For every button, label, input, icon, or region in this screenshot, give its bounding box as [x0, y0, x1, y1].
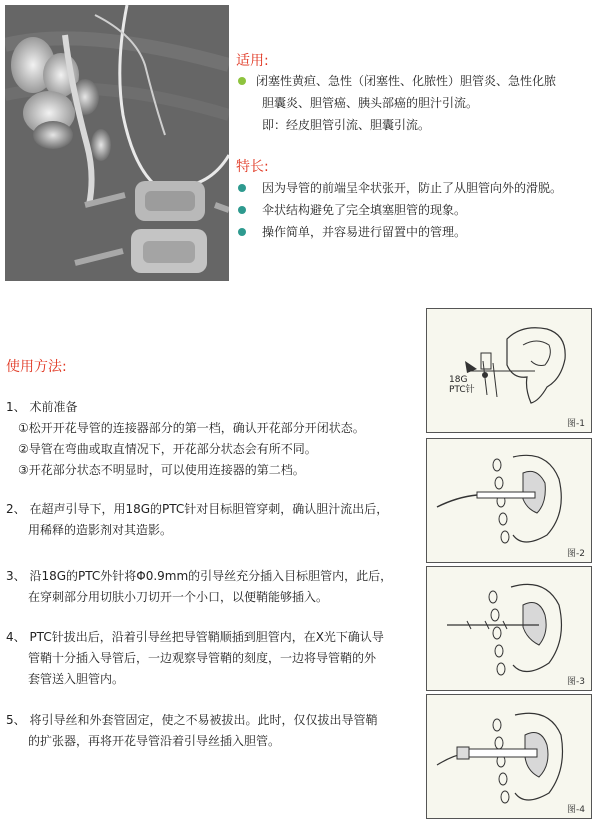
figure-1-label: 图-1: [567, 419, 585, 429]
step-1-sub-c: ③开花部分状态不明显时，可以使用连接器的第二档。: [18, 463, 305, 477]
step-1-sub-b: ②导管在弯曲或取直情况下，开花部分状态会有所不同。: [18, 442, 317, 456]
usage-heading: 使用方法:: [6, 359, 67, 375]
step-4-line-3: 套管送入胆管内。: [28, 672, 125, 686]
xray-image: [5, 5, 229, 281]
step-5-line-2: 的扩张器，再将开花导管沿着引导丝插入胆管。: [28, 734, 281, 748]
suitable-line-1: 闭塞性黄疸、急性（闭塞性、化脓性）胆管炎、急性化脓: [256, 74, 557, 88]
bullet-dot-icon: [238, 184, 246, 192]
feature-item-2: 伞状结构避免了完全填塞胆管的现象。: [262, 203, 467, 217]
figure-3-label: 图-3: [567, 677, 585, 687]
figure-4: [426, 694, 592, 819]
feature-item-3: 操作简单，并容易进行留置中的管理。: [262, 225, 467, 239]
step-5-line-1: 5、 将引导丝和外套管固定，使之不易被拔出。此时，仅仅拔出导管鞘: [6, 713, 378, 727]
step-1-title: 1、 术前准备: [6, 400, 78, 414]
figure-1: [426, 308, 592, 433]
suitable-line-2: 胆囊炎、胆管癌、胰头部癌的胆汁引流。: [262, 96, 479, 110]
figure-2-label: 图-2: [567, 549, 585, 559]
suitable-line-3: 即：经皮胆管引流、胆囊引流。: [262, 118, 431, 132]
bullet-dot-icon: [238, 206, 246, 214]
features-heading: 特长:: [236, 159, 269, 175]
figure-2: [426, 438, 592, 563]
fig1-needle-gauge: 18G: [449, 375, 468, 385]
suitable-heading: 适用:: [236, 53, 269, 69]
step-2-line-1: 2、 在超声引导下，用18G的PTC针对目标胆管穿刺，确认胆汁流出后，: [6, 502, 389, 516]
step-3-line-1: 3、 沿18G的PTC外针将Φ0.9mm的引导丝充分插入目标胆管内，此后，: [6, 569, 393, 583]
step-2-line-2: 用稀释的造影剂对其造影。: [28, 523, 173, 537]
bullet-dot-icon: [238, 77, 246, 85]
feature-item-1: 因为导管的前端呈伞状张开，防止了从胆管向外的滑脱。: [262, 181, 563, 195]
fig1-needle-label: PTC针: [449, 385, 475, 395]
step-4-line-2: 管鞘十分插入导管后，一边观察导管鞘的刻度，一边将导管鞘的外: [28, 651, 377, 665]
step-4-line-1: 4、 PTC针拔出后，沿着引导丝把导管鞘顺插到胆管内，在X光下确认导: [6, 630, 384, 644]
figure-4-label: 图-4: [567, 805, 585, 815]
bullet-dot-icon: [238, 228, 246, 236]
figure-3: [426, 566, 592, 691]
step-3-line-2: 在穿刺部分用切肤小刀切开一个小口，以便鞘能够插入。: [28, 590, 329, 604]
step-1-sub-a: ①松开开花导管的连接器部分的第一档，确认开花部分开闭状态。: [18, 421, 365, 435]
